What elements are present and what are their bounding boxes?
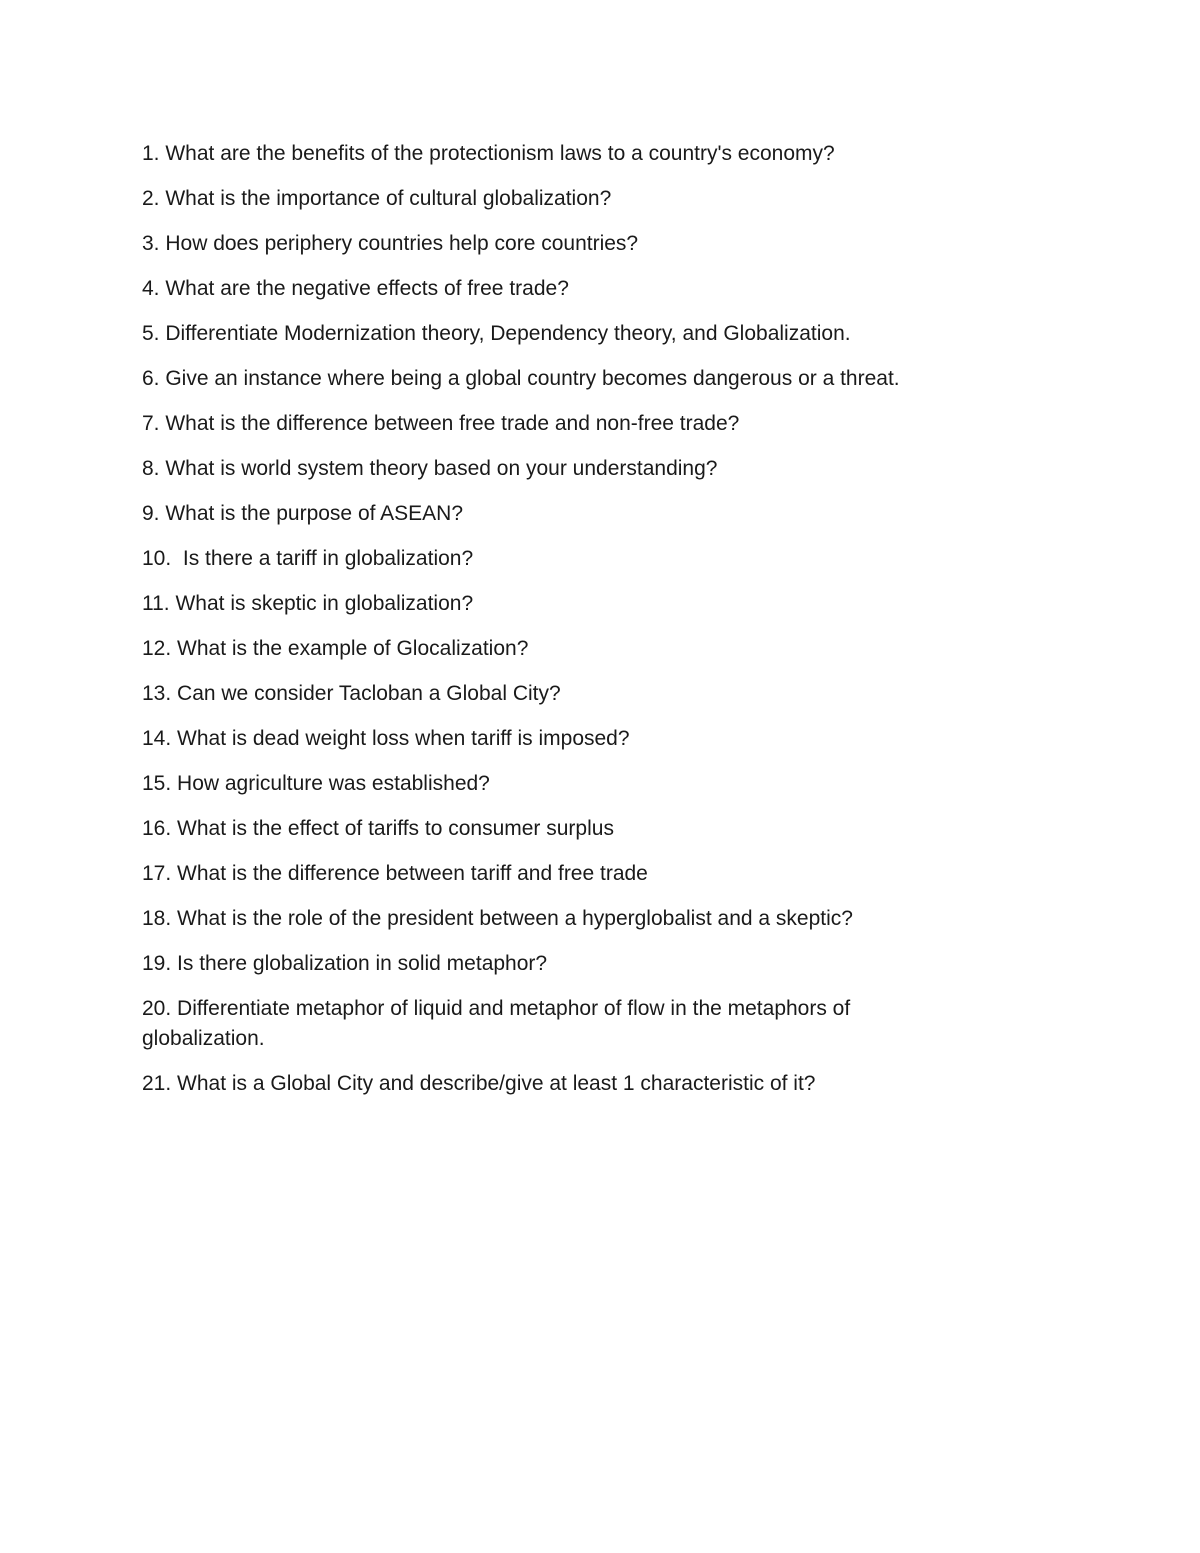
question-item: 4. What are the negative effects of free trade? — [142, 277, 569, 300]
question-item: 17. What is the difference between tariff and free trade — [142, 862, 648, 885]
question-item: 11. What is skeptic in globalization? — [142, 592, 474, 615]
question-item: 2. What is the importance of cultural globalization? — [142, 187, 612, 210]
question-item: 6. Give an instance where being a global country becomes dangerous or a threat. — [142, 367, 900, 390]
question-item: 13. Can we consider Tacloban a Global City? — [142, 682, 561, 705]
question-item: 15. How agriculture was established? — [142, 772, 490, 795]
question-item: 7. What is the difference between free trade and non-free trade? — [142, 412, 740, 435]
question-item: 10. Is there a tariff in globalization? — [142, 547, 474, 570]
question-item: 16. What is the effect of tariffs to consumer surplus — [142, 817, 614, 840]
question-item: 1. What are the benefits of the protectionism laws to a country's economy? — [142, 142, 835, 165]
question-item: 14. What is dead weight loss when tariff is imposed? — [142, 727, 630, 750]
question-item: 19. Is there globalization in solid metaphor? — [142, 952, 548, 975]
question-item: 12. What is the example of Glocalization? — [142, 637, 529, 660]
question-item: 18. What is the role of the president between a hyperglobalist and a skeptic? — [142, 907, 853, 930]
question-item: 3. How does periphery countries help core countries? — [142, 232, 639, 255]
question-item: 21. What is a Global City and describe/give at least 1 characteristic of it? — [142, 1072, 816, 1095]
question-item: 8. What is world system theory based on your understanding? — [142, 457, 718, 480]
question-item: 20. Differentiate metaphor of liquid and metaphor of flow in the metaphors of globalization. — [142, 997, 851, 1050]
question-item: 5. Differentiate Modernization theory, Dependency theory, and Globalization. — [142, 322, 851, 345]
question-item: 9. What is the purpose of ASEAN? — [142, 502, 464, 525]
question-list — [142, 139, 962, 1114]
